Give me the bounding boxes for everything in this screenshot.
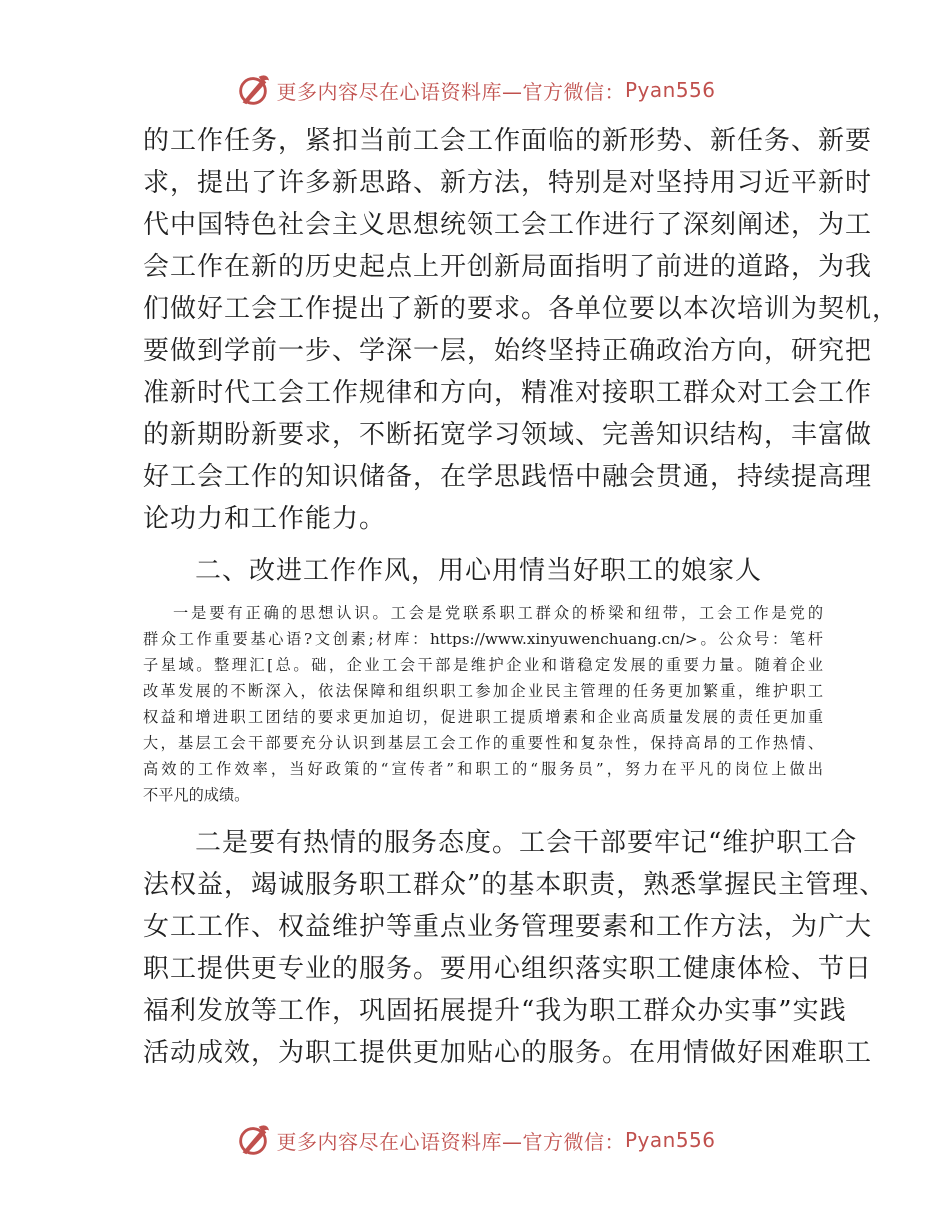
text-line: 不平凡的成绩。 xyxy=(143,786,250,804)
text-line: 的新期盼新要求，不断拓宽学习领域、完善知识结构，丰富做 xyxy=(143,420,873,450)
text-line: 法权益，竭诚服务职工群众”的基本职责，熟悉掌握民主管理、 xyxy=(143,870,887,900)
text-line: 代中国特色社会主义思想统领工会工作进行了深刻阐述，为工 xyxy=(143,210,873,240)
banner-text: 更多内容尽在心语资料库—官方微信： xyxy=(276,79,625,104)
text-line: 大，基层工会干部要充分认识到基层工会工作的重要性和复杂性，保持高昂的工作热情、 xyxy=(143,734,823,752)
banner-text: 更多内容尽在心语资料库—官方微信： xyxy=(276,1129,625,1154)
section-heading: 二、改进工作作风，用心用情当好职工的娘家人 xyxy=(195,556,763,586)
text-line: 子星域。整理汇[总。础，企业工会干部是维护企业和谐稳定发展的重要力量。随着企业 xyxy=(143,656,823,674)
text-line: 好工会工作的知识储备，在学思践悟中融会贯通，持续提高理 xyxy=(143,462,873,492)
text-line: 求，提出了许多新思路、新方法，特别是对坚持用习近平新时 xyxy=(143,168,873,198)
text-line: 要做到学前一步、学深一层，始终坚持正确政治方向，研究把 xyxy=(143,336,873,366)
quill-logo-icon xyxy=(234,71,272,109)
footer-watermark-banner xyxy=(0,1118,950,1162)
text-line: 权益和增进职工团结的要求更加迫切，促进职工提质增素和企业高质量发展的责任更加重 xyxy=(143,708,823,726)
text-line: 二是要有热情的服务态度。工会干部要牢记“维护职工合 xyxy=(195,828,858,858)
text-line: 高效的工作效率，当好政策的“宣传者”和职工的“服务员”，努力在平凡的岗位上做出 xyxy=(143,760,823,778)
text-line: 福利发放等工作，巩固拓展提升“我为职工群众办实事”实践 xyxy=(143,996,847,1026)
text-line: 们做好工会工作提出了新的要求。各单位要以本次培训为契机， xyxy=(143,294,900,324)
text-line: 的工作任务，紧扣当前工会工作面临的新形势、新任务、新要 xyxy=(143,126,873,156)
text-line: 论功力和工作能力。 xyxy=(143,504,387,534)
text-line: 改革发展的不断深入，依法保障和组织职工参加企业民主管理的任务更加繁重，维护职工 xyxy=(143,682,823,700)
quill-logo-icon xyxy=(234,1121,272,1159)
header-watermark-banner xyxy=(0,68,950,112)
text-line: 一是要有正确的思想认识。工会是党联系职工群众的桥梁和纽带，工会工作是党的 xyxy=(173,604,823,622)
paragraph-3 xyxy=(143,822,887,1074)
banner-wechat-id: Pyan556 xyxy=(624,1128,716,1152)
text-line: 女工工作、权益维护等重点业务管理要素和工作方法，为广大 xyxy=(143,912,873,942)
text-line: 准新时代工会工作规律和方向，精准对接职工群众对工会工作 xyxy=(143,378,873,408)
text-line: 会工作在新的历史起点上开创新局面指明了前进的道路，为我 xyxy=(143,252,873,282)
text-line: 活动成效，为职工提供更加贴心的服务。在用情做好困难职工 xyxy=(143,1038,873,1068)
text-line: 群众工作重要基心语?文创素;材库：https://www.xinyuwenchuang.cn/>。公众号：笔杆 xyxy=(143,630,823,648)
text-line: 职工提供更专业的服务。要用心组织落实职工健康体检、节日 xyxy=(143,954,873,984)
paragraph-2 xyxy=(143,600,823,808)
paragraph-1 xyxy=(143,120,900,540)
banner-wechat-id: Pyan556 xyxy=(624,78,716,102)
document-body xyxy=(143,120,900,1074)
